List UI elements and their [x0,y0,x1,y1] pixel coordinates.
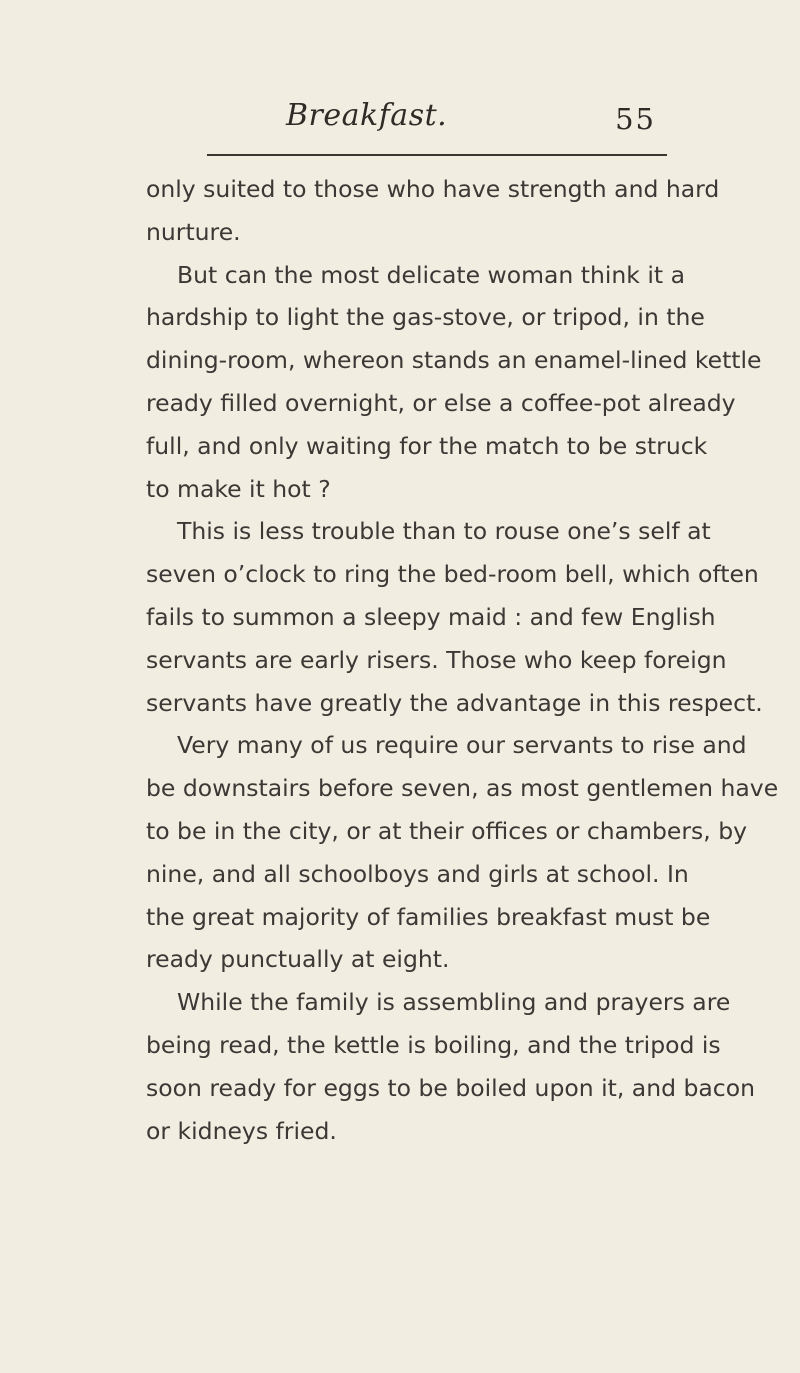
text-line: ready punctually at eight. [146,945,450,974]
text-line: full, and only waiting for the match to be struck [146,431,708,460]
text-line: servants are early risers. Those who keep foreign [146,645,727,674]
text-line: ready filled overnight, or else a coffee-pot already [146,388,736,417]
text-line: soon ready for eggs to be boiled upon it, and bacon [146,1073,755,1102]
text-line: This is less trouble than to rouse one’s self at [177,517,711,546]
text-line: only suited to those who have strength and hard [146,175,720,203]
running-title: Breakfast. [286,98,448,133]
page-number: 55 [615,102,656,136]
text-line: Very many of us require our servants to rise and [177,731,747,760]
text-line: hardship to light the gas-stove, or tripod, in the [146,303,705,332]
text-line: the great majority of families breakfast must be [146,902,711,931]
text-line: be downstairs before seven, as most gentlemen have [146,774,779,803]
text-line: to be in the city, or at their offices or chambers, by [146,816,748,845]
text-line: to make it hot ? [146,474,331,503]
text-line: dining-room, whereon stands an enamel-lined kettle [146,346,762,375]
text-line: nurture. [146,217,241,246]
text-line: nine, and all schoolboys and girls at school. In [146,859,689,888]
text-line: being read, the kettle is boiling, and the tripod is [146,1030,721,1059]
header-rule [207,154,667,156]
text-line: servants have greatly the advantage in this respect. [146,688,763,717]
text-line: fails to summon a sleepy maid : and few English [146,602,716,631]
text-line: or kidneys fried. [146,1116,337,1145]
body-text [146,168,779,1152]
text-line: But can the most delicate woman think it a [177,260,685,289]
text-line: seven o’clock to ring the bed-room bell, which often [146,560,759,589]
running-head [0,98,800,138]
text-line: While the family is assembling and prayers are [177,988,731,1017]
